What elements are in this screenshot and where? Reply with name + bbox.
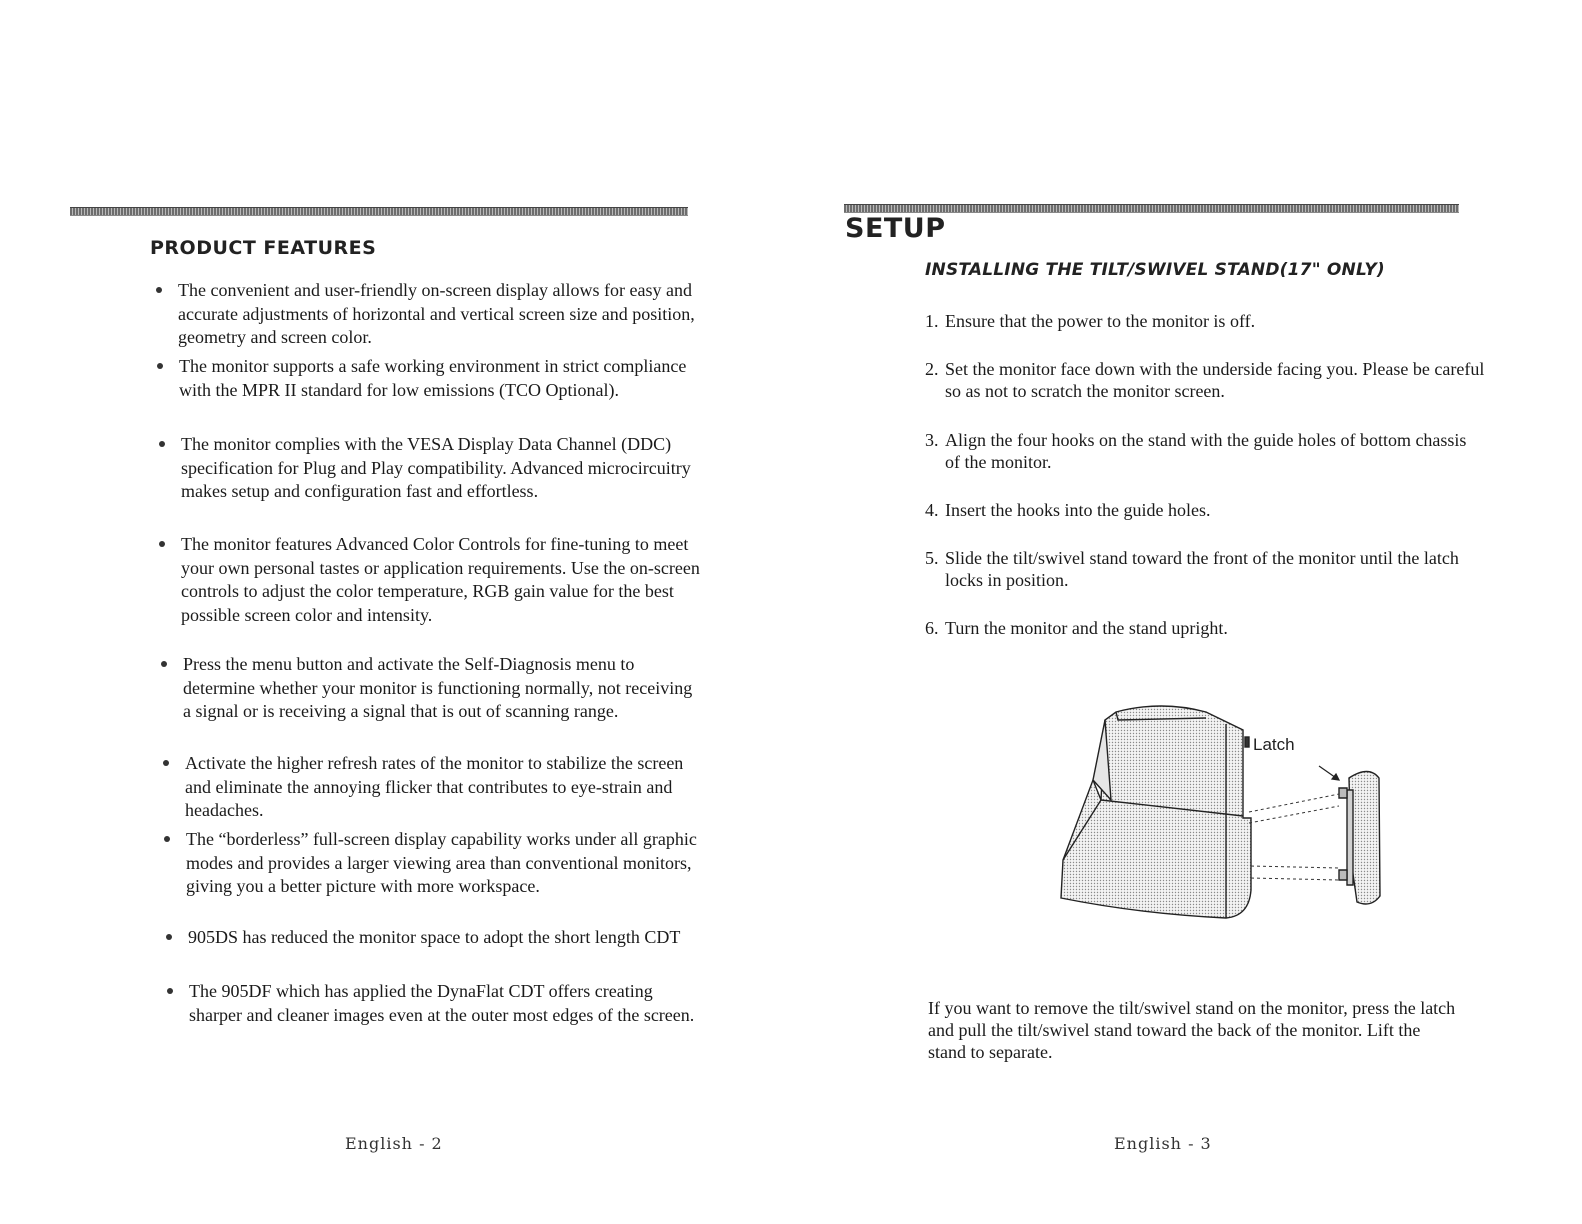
- feature-item: [189, 980, 709, 1027]
- feature-item: [188, 926, 708, 950]
- step-number: 5.: [925, 548, 939, 568]
- feature-item: [181, 433, 701, 504]
- setup-step: [925, 310, 1485, 332]
- step-number: 4.: [925, 500, 939, 520]
- monitor-stand-illustration: [1021, 690, 1441, 930]
- step-number: 3.: [925, 430, 939, 450]
- step-number: 6.: [925, 618, 939, 638]
- feature-item: [186, 828, 706, 899]
- bullet-icon: [166, 934, 172, 940]
- setup-step: [925, 358, 1485, 402]
- feature-item: [179, 355, 699, 402]
- bullet-icon: [164, 836, 170, 842]
- step-number: 1.: [925, 311, 939, 331]
- step-text: Set the monitor face down with the underside facing you. Please be careful so as not to scratch the monitor screen.: [945, 359, 1485, 401]
- latch-label: Latch: [1253, 735, 1295, 754]
- setup-title: SETUP: [845, 213, 946, 244]
- step-text: Ensure that the power to the monitor is off.: [945, 311, 1256, 331]
- page-footer: English - 2: [345, 1134, 443, 1153]
- bullet-icon: [159, 441, 165, 447]
- monitor-body-icon: [1061, 706, 1251, 918]
- bullet-icon: [167, 988, 173, 994]
- guide-lines: [1249, 794, 1339, 880]
- setup-step: [925, 547, 1485, 591]
- step-text: Align the four hooks on the stand with the guide holes of bottom chassis of the monitor.: [945, 430, 1467, 472]
- feature-text: The monitor features Advanced Color Controls for fine-tuning to meet your own personal tastes or application requirements. Use the on-screen controls to adjust the color temperature, RGB gain value for the best possible screen color and intensity.: [181, 534, 700, 625]
- setup-step: [925, 429, 1485, 473]
- feature-item: [185, 752, 705, 823]
- setup-step: [925, 617, 1485, 639]
- latch-arrow-icon: [1319, 766, 1339, 780]
- step-number: 2.: [925, 359, 939, 379]
- feature-item: [181, 533, 701, 627]
- feature-text: The convenient and user-friendly on-screen display allows for easy and accurate adjustments of horizontal and vertical screen size and position, geometry and screen color.: [178, 280, 695, 347]
- bullet-icon: [161, 661, 167, 667]
- stand-base-icon: [1339, 772, 1380, 905]
- feature-item: [183, 653, 703, 724]
- right-page: [791, 0, 1582, 1224]
- product-features-title: PRODUCT FEATURES: [150, 237, 377, 259]
- page-footer: English - 3: [1114, 1134, 1212, 1153]
- feature-item: [178, 279, 698, 350]
- step-text: Insert the hooks into the guide holes.: [945, 500, 1211, 520]
- bullet-icon: [157, 363, 163, 369]
- feature-text: The “borderless” full-screen display capability works under all graphic modes and provides a larger viewing area than conventional monitors, giving you a better picture with more workspace.: [186, 829, 697, 896]
- step-text: Turn the monitor and the stand upright.: [945, 618, 1228, 638]
- feature-text: Press the menu button and activate the Self-Diagnosis menu to determine whether your monitor is functioning normally, not receiving a signal or is receiving a signal that is out of scanning range.: [183, 654, 693, 721]
- feature-text: The monitor supports a safe working environment in strict compliance with the MPR II standard for low emissions (TCO Optional).: [179, 356, 687, 400]
- feature-text: 905DS has reduced the monitor space to adopt the short length CDT: [188, 927, 681, 947]
- remove-stand-note: If you want to remove the tilt/swivel stand on the monitor, press the latch and pull the tilt/swivel stand toward the back of the monitor. Lift the stand to separate.: [928, 998, 1456, 1062]
- step-text: Slide the tilt/swivel stand toward the front of the monitor until the latch locks in position.: [945, 548, 1459, 590]
- bullet-icon: [163, 760, 169, 766]
- bullet-icon: [156, 287, 162, 293]
- setup-step: [925, 499, 1485, 521]
- bullet-icon: [159, 541, 165, 547]
- feature-text: The 905DF which has applied the DynaFlat CDT offers creating sharper and cleaner images even at the outer most edges of the screen.: [189, 981, 695, 1025]
- feature-text: The monitor complies with the VESA Display Data Channel (DDC) specification for Plug and Play compatibility. Advanced microcircuitry makes setup and configuration fast and effortless.: [181, 434, 691, 501]
- stand-subtitle: INSTALLING THE TILT/SWIVEL STAND(17" ONLY): [925, 260, 1385, 280]
- feature-text: Activate the higher refresh rates of the monitor to stabilize the screen and eliminate the annoying flicker that contributes to eye-strain and headaches.: [185, 753, 684, 820]
